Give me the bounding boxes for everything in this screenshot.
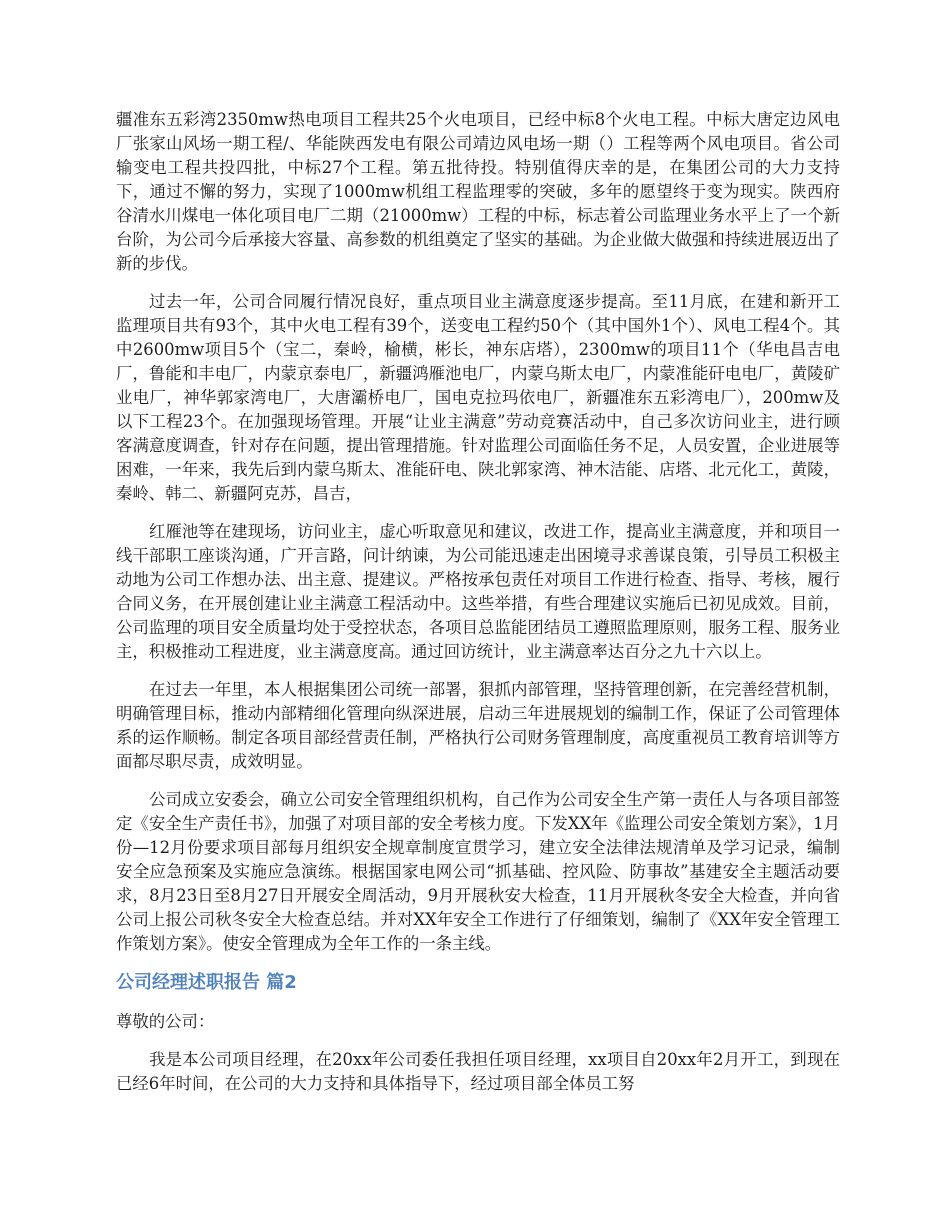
- paragraph-1: 疆准东五彩湾2350mw热电项目工程共25个火电项目，已经中标8个火电工程。中标大唐定边风电厂张家山风场一期工程/、华能陕西发电有限公司靖边风电场一期（）工程等两个风电项目。省公司输变电工程共投四批，中标27个工程。第五批待投。特别值得庆幸的是，在集团公司的大力支持下，通过不懈的努力，实现了1000mw机组工程监理零的突破，多年的愿望终于变为现实。陕西府谷清水川煤电一体化项目电厂二期（21000mw）工程的中标，标志着公司监理业务水平上了一个新台阶，为公司今后承接大容量、高参数的机组奠定了坚实的基础。为企业做大做强和持续进展迈出了新的步伐。: [116, 110, 840, 273]
- document-page: [116, 108, 840, 1110]
- paragraph-4: 在过去一年里，本人根据集团公司统一部署，狠抓内部管理，坚持管理创新，在完善经营机制，明确管理目标，推动内部精细化管理向纵深进展，启动三年进展规划的编制工作，保证了公司管理体系的运作顺畅。制定各项目部经营责任制，严格执行公司财务管理制度，高度重视员工教育培训等方面都尽职尽责，成效明显。: [116, 680, 840, 771]
- greeting: 尊敬的公司：: [116, 1012, 215, 1031]
- paragraph-2: 过去一年，公司合同履行情况良好，重点项目业主满意度逐步提高。至11月底，在建和新开工监理项目共有93个，其中火电工程有39个，送变电工程约50个（其中国外1个）、风电工程4个。其中2600mw项目5个（宝二，秦岭，榆横，彬长，神东店塔），2300mw的项目11个（华电昌吉电厂，鲁能和丰电厂，内蒙京泰电厂，新疆鸿雁池电厂，内蒙乌斯太电厂，内蒙准能矸电电厂，黄陵矿业电厂，神华郭家湾电厂，大唐灞桥电厂，国电克拉玛依电厂，新疆准东五彩湾电厂），200mw及以下工程23个。在加强现场管理。开展“让业主满意”劳动竞赛活动中，自己多次访问业主，进行顾客满意度调查，针对存在问题，提出管理措施。针对监理公司面临任务不足，人员安置，企业进展等困难，一年来，我先后到内蒙乌斯太、准能矸电、陕北郭家湾、神木洁能、店塔、北元化工，黄陵，秦岭、韩二、新疆阿克苏，昌吉，: [116, 292, 840, 503]
- paragraph-3: 红雁池等在建现场，访问业主，虚心听取意见和建议，改进工作，提高业主满意度，并和项目一线干部职工座谈沟通，广开言路，问计纳谏，为公司能迅速走出困境寻求善谋良策，引导员工积极主动地为公司工作想办法、出主意、提建议。严格按承包责任对项目工作进行检查、指导、考核，履行合同义务，在开展创建让业主满意工程活动中。这些举措，有些合理建议实施后已初见成效。目前，公司监理的项目安全质量均处于受控状态，各项目总监能团结员工遵照监理原则，服务工程、服务业主，积极推动工程进度，业主满意度高。通过回访统计，业主满意率达百分之九十六以上。: [116, 522, 840, 661]
- section-heading: 公司经理述职报告 篇2: [116, 972, 297, 993]
- paragraph-6: 我是本公司项目经理，在20xx年公司委任我担任项目经理，xx项目自20xx年2月开工，到现在已经6年时间，在公司的大力支持和具体指导下，经过项目部全体员工努: [116, 1050, 840, 1093]
- paragraph-5: 公司成立安委会，确立公司安全管理组织机构，自己作为公司安全生产第一责任人与各项目部签定《安全生产责任书》，加强了对项目部的安全考核力度。下发XX年《监理公司安全策划方案》，1月份—12月份要求项目部每月组织安全规章制度宣贯学习，建立安全法律法规清单及学习记录，编制安全应急预案及实施应急演练。根据国家电网公司“抓基础、控风险、防事故”基建安全主题活动要求，8月23日至8月27日开展安全周活动，9月开展秋安大检查，11月开展秋冬安全大检查，并向省公司上报公司秋冬安全大检查总结。并对XX年安全工作进行了仔细策划，编制了《XX年安全管理工作策划方案》。使安全管理成为全年工作的一条主线。: [116, 790, 840, 953]
